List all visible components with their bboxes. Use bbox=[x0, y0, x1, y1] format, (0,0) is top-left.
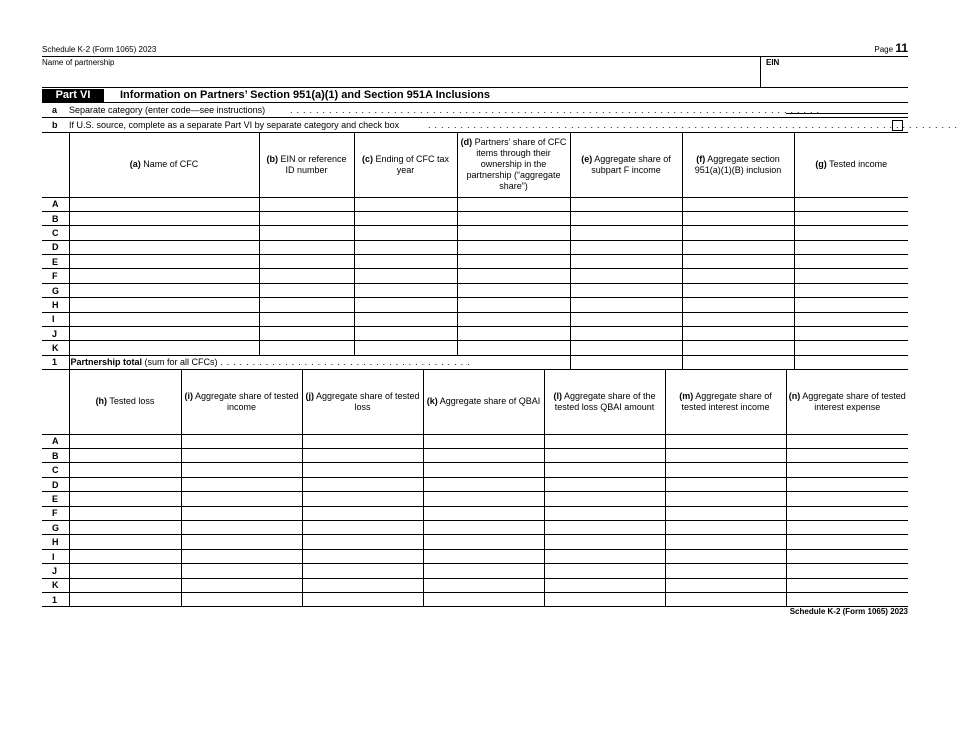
table2-cell[interactable] bbox=[665, 506, 786, 520]
table2-header-row bbox=[42, 370, 908, 434]
table2-cell[interactable] bbox=[544, 434, 665, 448]
table2-cell[interactable] bbox=[544, 477, 665, 491]
table1-cell[interactable] bbox=[457, 240, 570, 254]
table1-cell[interactable] bbox=[354, 298, 457, 312]
table1-cell[interactable] bbox=[457, 312, 570, 326]
table1-cell[interactable] bbox=[354, 197, 457, 211]
table2-cell[interactable] bbox=[423, 578, 544, 592]
line-b bbox=[42, 118, 961, 133]
table2-cell[interactable] bbox=[302, 549, 423, 563]
row-label: J bbox=[42, 327, 69, 341]
table2-cell[interactable] bbox=[302, 477, 423, 491]
table2-cell[interactable] bbox=[69, 463, 181, 477]
table2-cell[interactable] bbox=[69, 521, 181, 535]
table2-cell[interactable] bbox=[665, 549, 786, 563]
row-label: I bbox=[42, 549, 69, 563]
table2-cell[interactable] bbox=[665, 521, 786, 535]
table1-cell[interactable] bbox=[570, 211, 682, 225]
table1-cell[interactable] bbox=[259, 341, 354, 355]
row-label: B bbox=[42, 211, 69, 225]
table1-cell[interactable] bbox=[682, 240, 794, 254]
table2-cell[interactable] bbox=[181, 434, 302, 448]
table1-cell[interactable] bbox=[570, 226, 682, 240]
table1-cell[interactable] bbox=[259, 283, 354, 297]
table2-cell[interactable] bbox=[181, 477, 302, 491]
table1-cell[interactable] bbox=[794, 327, 908, 341]
form-page bbox=[42, 40, 961, 616]
table2-cell[interactable] bbox=[302, 463, 423, 477]
table1-cell[interactable] bbox=[682, 327, 794, 341]
table2-cell[interactable] bbox=[181, 463, 302, 477]
table-row bbox=[42, 211, 908, 225]
table1-cell[interactable] bbox=[794, 312, 908, 326]
table1-cell[interactable] bbox=[457, 226, 570, 240]
col-b-header: (b) EIN or reference ID number bbox=[259, 133, 354, 197]
row-label: D bbox=[42, 477, 69, 491]
col-j-header: (j) Aggregate share of tested loss bbox=[302, 370, 423, 434]
table2-cell[interactable] bbox=[423, 564, 544, 578]
table1-cell[interactable] bbox=[794, 341, 908, 355]
table1-cell[interactable] bbox=[570, 298, 682, 312]
separate-category-input[interactable] bbox=[786, 113, 908, 114]
col-d-header: (d) Partners’ share of CFC items through their ownership in the partnership (“aggregate share”) bbox=[457, 133, 570, 197]
row-label: H bbox=[42, 298, 69, 312]
table1-cell[interactable] bbox=[354, 226, 457, 240]
table2-cell[interactable] bbox=[786, 578, 908, 592]
table1-header-row bbox=[42, 133, 908, 197]
row-label: K bbox=[42, 578, 69, 592]
table2-cell[interactable] bbox=[302, 492, 423, 506]
row-label: H bbox=[42, 535, 69, 549]
table-row bbox=[42, 341, 908, 355]
table-row bbox=[42, 506, 908, 520]
table1-cell[interactable] bbox=[69, 197, 259, 211]
table2-cell[interactable] bbox=[69, 549, 181, 563]
table2-cell[interactable] bbox=[423, 477, 544, 491]
table1-cell[interactable] bbox=[794, 255, 908, 269]
col-l-header: (l) Aggregate share of the tested loss QBAI amount bbox=[544, 370, 665, 434]
table1-cell[interactable] bbox=[682, 298, 794, 312]
table1-cell[interactable] bbox=[682, 226, 794, 240]
table2-cell[interactable] bbox=[69, 477, 181, 491]
row-label: A bbox=[42, 197, 69, 211]
part-title: Information on Partners’ Section 951(a)(1) and Section 951A Inclusions bbox=[120, 89, 491, 101]
table1-cell[interactable] bbox=[69, 341, 259, 355]
table2-cell[interactable] bbox=[665, 463, 786, 477]
partnership-name-row bbox=[42, 57, 908, 88]
table1-cell[interactable] bbox=[570, 197, 682, 211]
line-a bbox=[42, 103, 908, 118]
table2-cell[interactable] bbox=[423, 521, 544, 535]
table2-cell[interactable] bbox=[544, 535, 665, 549]
row-label: E bbox=[42, 492, 69, 506]
table1-cell[interactable] bbox=[457, 327, 570, 341]
table-row bbox=[42, 578, 908, 592]
table2-cell[interactable] bbox=[786, 463, 908, 477]
row-label: 1 bbox=[42, 592, 69, 606]
total-cell-e[interactable] bbox=[570, 355, 682, 369]
table2-cell[interactable] bbox=[181, 506, 302, 520]
table1-cell[interactable] bbox=[69, 269, 259, 283]
dot-leader: .................................................................................. bbox=[290, 105, 824, 115]
table-row bbox=[42, 312, 908, 326]
footer-form-title: Schedule K-2 (Form 1065) 2023 bbox=[789, 607, 908, 616]
row-label: F bbox=[42, 506, 69, 520]
line-b-text: If U.S. source, complete as a separate Part VI by separate category and check box bbox=[69, 120, 400, 130]
table2-cell[interactable] bbox=[544, 592, 665, 606]
table-row bbox=[42, 477, 908, 491]
table2-cell[interactable] bbox=[665, 564, 786, 578]
total-cell-g[interactable] bbox=[794, 355, 908, 369]
table1-cell[interactable] bbox=[794, 197, 908, 211]
table1-cell[interactable] bbox=[570, 283, 682, 297]
table1-cell[interactable] bbox=[457, 341, 570, 355]
table1-cell[interactable] bbox=[354, 283, 457, 297]
table1-cell[interactable] bbox=[354, 240, 457, 254]
table2-cell[interactable] bbox=[423, 592, 544, 606]
table1-cell[interactable] bbox=[570, 255, 682, 269]
table-cfc-info bbox=[42, 133, 908, 370]
table-row bbox=[42, 298, 908, 312]
table1-cell[interactable] bbox=[682, 255, 794, 269]
table1-cell[interactable] bbox=[354, 269, 457, 283]
table2-cell[interactable] bbox=[786, 535, 908, 549]
table2-cell[interactable] bbox=[302, 521, 423, 535]
table2-cell[interactable] bbox=[69, 434, 181, 448]
table-row bbox=[42, 463, 908, 477]
table2-cell[interactable] bbox=[302, 449, 423, 463]
table2-cell[interactable] bbox=[665, 434, 786, 448]
table1-cell[interactable] bbox=[570, 327, 682, 341]
table2-cell[interactable] bbox=[665, 578, 786, 592]
table1-cell[interactable] bbox=[682, 211, 794, 225]
table2-cell[interactable] bbox=[302, 564, 423, 578]
row-label: K bbox=[42, 341, 69, 355]
table2-cell[interactable] bbox=[302, 506, 423, 520]
col-c-header: (c) Ending of CFC tax year bbox=[354, 133, 457, 197]
table2-cell[interactable] bbox=[786, 521, 908, 535]
table1-cell[interactable] bbox=[354, 341, 457, 355]
table-row bbox=[42, 240, 908, 254]
row-label: F bbox=[42, 269, 69, 283]
table1-cell[interactable] bbox=[354, 312, 457, 326]
table2-cell[interactable] bbox=[544, 492, 665, 506]
table2-cell[interactable] bbox=[423, 434, 544, 448]
col-g-header: (g) Tested income bbox=[794, 133, 908, 197]
row-label: B bbox=[42, 449, 69, 463]
form-title: Schedule K-2 (Form 1065) 2023 bbox=[42, 45, 157, 54]
table1-cell[interactable] bbox=[457, 211, 570, 225]
table1-cell[interactable] bbox=[457, 298, 570, 312]
col-e-header: (e) Aggregate share of subpart F income bbox=[570, 133, 682, 197]
table1-cell[interactable] bbox=[69, 240, 259, 254]
table-row bbox=[42, 197, 908, 211]
table2-cell[interactable] bbox=[786, 592, 908, 606]
row-label: E bbox=[42, 255, 69, 269]
table1-cell[interactable] bbox=[259, 312, 354, 326]
ein-field[interactable] bbox=[760, 57, 779, 87]
total-cell-f[interactable] bbox=[682, 355, 794, 369]
table-row bbox=[42, 592, 908, 606]
table1-total-row bbox=[42, 355, 908, 369]
table1-cell[interactable] bbox=[570, 269, 682, 283]
table2-cell[interactable] bbox=[786, 564, 908, 578]
table2-cell[interactable] bbox=[302, 578, 423, 592]
table2-cell[interactable] bbox=[69, 578, 181, 592]
table2-cell[interactable] bbox=[423, 549, 544, 563]
table-row bbox=[42, 549, 908, 563]
table2-cell[interactable] bbox=[544, 463, 665, 477]
total-label: Partnership total (sum for all CFCs) ....................................... bbox=[69, 355, 570, 369]
table2-cell[interactable] bbox=[181, 535, 302, 549]
row-label: I bbox=[42, 312, 69, 326]
table1-cell[interactable] bbox=[794, 240, 908, 254]
table2-cell[interactable] bbox=[181, 592, 302, 606]
table2-cell[interactable] bbox=[665, 535, 786, 549]
table-row bbox=[42, 449, 908, 463]
table2-cell[interactable] bbox=[302, 535, 423, 549]
table2-cell[interactable] bbox=[423, 492, 544, 506]
table2-cell[interactable] bbox=[786, 477, 908, 491]
table1-cell[interactable] bbox=[682, 341, 794, 355]
table2-cell[interactable] bbox=[786, 549, 908, 563]
line-a-text: Separate category (enter code—see instructions) bbox=[69, 105, 266, 115]
ein-label: EIN bbox=[766, 58, 780, 67]
table2-cell[interactable] bbox=[786, 492, 908, 506]
table1-cell[interactable] bbox=[259, 240, 354, 254]
table1-cell[interactable] bbox=[69, 226, 259, 240]
table1-cell[interactable] bbox=[457, 197, 570, 211]
partnership-name-label: Name of partnership bbox=[42, 58, 115, 67]
table2-cell[interactable] bbox=[69, 564, 181, 578]
table2-cell[interactable] bbox=[665, 592, 786, 606]
col-a-header: (a) Name of CFC bbox=[69, 133, 259, 197]
table2-cell[interactable] bbox=[69, 592, 181, 606]
table1-cell[interactable] bbox=[570, 312, 682, 326]
part-header bbox=[42, 88, 908, 103]
table2-cell[interactable] bbox=[181, 549, 302, 563]
table2-cell[interactable] bbox=[423, 449, 544, 463]
total-line-number: 1 bbox=[42, 355, 69, 369]
table-row bbox=[42, 255, 908, 269]
table2-cell[interactable] bbox=[544, 564, 665, 578]
table1-cell[interactable] bbox=[69, 211, 259, 225]
table2-cell[interactable] bbox=[423, 535, 544, 549]
table2-cell[interactable] bbox=[544, 549, 665, 563]
page-label: Page bbox=[874, 45, 894, 54]
table2-cell[interactable] bbox=[665, 492, 786, 506]
table2-cell[interactable] bbox=[544, 449, 665, 463]
table1-cell[interactable] bbox=[259, 211, 354, 225]
col-i-header: (i) Aggregate share of tested income bbox=[181, 370, 302, 434]
table2-cell[interactable] bbox=[302, 434, 423, 448]
table2-cell[interactable] bbox=[423, 506, 544, 520]
table2-cell[interactable] bbox=[181, 449, 302, 463]
table-row bbox=[42, 327, 908, 341]
table2-cell[interactable] bbox=[665, 449, 786, 463]
table1-cell[interactable] bbox=[682, 283, 794, 297]
table2-cell[interactable] bbox=[786, 449, 908, 463]
table1-cell[interactable] bbox=[69, 255, 259, 269]
table2-cell[interactable] bbox=[181, 521, 302, 535]
table1-cell[interactable] bbox=[259, 226, 354, 240]
row-label: C bbox=[42, 226, 69, 240]
table2-cell[interactable] bbox=[544, 578, 665, 592]
table1-cell[interactable] bbox=[794, 269, 908, 283]
table1-cell[interactable] bbox=[570, 341, 682, 355]
us-source-checkbox[interactable] bbox=[892, 120, 903, 131]
table1-cell[interactable] bbox=[457, 255, 570, 269]
table1-cell[interactable] bbox=[259, 255, 354, 269]
table-row bbox=[42, 283, 908, 297]
table1-cell[interactable] bbox=[794, 283, 908, 297]
table1-cell[interactable] bbox=[259, 298, 354, 312]
table2-cell[interactable] bbox=[423, 463, 544, 477]
row-label: J bbox=[42, 564, 69, 578]
table2-cell[interactable] bbox=[544, 521, 665, 535]
form-header bbox=[42, 40, 908, 57]
part-tag: Part VI bbox=[42, 89, 104, 102]
table-row bbox=[42, 492, 908, 506]
row-label: A bbox=[42, 434, 69, 448]
table-row bbox=[42, 434, 908, 448]
table1-cell[interactable] bbox=[682, 312, 794, 326]
row-label: G bbox=[42, 283, 69, 297]
row-label: D bbox=[42, 240, 69, 254]
table2-cell[interactable] bbox=[786, 506, 908, 520]
table2-cell[interactable] bbox=[69, 506, 181, 520]
table1-cell[interactable] bbox=[457, 269, 570, 283]
page-number-value: 11 bbox=[895, 41, 908, 55]
table2-cell[interactable] bbox=[181, 578, 302, 592]
table1-cell[interactable] bbox=[794, 298, 908, 312]
table1-cell[interactable] bbox=[794, 226, 908, 240]
col-m-header: (m) Aggregate share of tested interest income bbox=[665, 370, 786, 434]
table2-cell[interactable] bbox=[69, 492, 181, 506]
table2-cell[interactable] bbox=[181, 564, 302, 578]
col-h-header: (h) Tested loss bbox=[69, 370, 181, 434]
table-inclusions bbox=[42, 370, 908, 607]
table1-cell[interactable] bbox=[570, 240, 682, 254]
table-row bbox=[42, 535, 908, 549]
table1-cell[interactable] bbox=[682, 197, 794, 211]
table-row bbox=[42, 521, 908, 535]
table2-cell[interactable] bbox=[786, 434, 908, 448]
table1-cell[interactable] bbox=[682, 269, 794, 283]
table2-cell[interactable] bbox=[544, 506, 665, 520]
table1-cell[interactable] bbox=[354, 211, 457, 225]
page-number bbox=[874, 41, 908, 55]
table1-cell[interactable] bbox=[259, 269, 354, 283]
table1-cell[interactable] bbox=[354, 327, 457, 341]
col-f-header: (f) Aggregate section 951(a)(1)(B) inclusion bbox=[682, 133, 794, 197]
table1-cell[interactable] bbox=[69, 283, 259, 297]
table-row bbox=[42, 226, 908, 240]
col-n-header: (n) Aggregate share of tested interest expense bbox=[786, 370, 908, 434]
table1-cell[interactable] bbox=[259, 327, 354, 341]
table1-cell[interactable] bbox=[354, 255, 457, 269]
table1-cell[interactable] bbox=[69, 312, 259, 326]
table1-cell[interactable] bbox=[259, 197, 354, 211]
dot-leader: .................................................................................. bbox=[428, 120, 961, 130]
table1-cell[interactable] bbox=[457, 283, 570, 297]
table-row bbox=[42, 269, 908, 283]
row-label: C bbox=[42, 463, 69, 477]
table1-cell[interactable] bbox=[794, 211, 908, 225]
table2-cell[interactable] bbox=[69, 535, 181, 549]
table1-cell[interactable] bbox=[69, 327, 259, 341]
row-label: G bbox=[42, 521, 69, 535]
table2-cell[interactable] bbox=[665, 477, 786, 491]
table-row bbox=[42, 564, 908, 578]
table2-cell[interactable] bbox=[69, 449, 181, 463]
col-k-header: (k) Aggregate share of QBAI bbox=[423, 370, 544, 434]
table2-cell[interactable] bbox=[302, 592, 423, 606]
line-b-letter: b bbox=[52, 120, 58, 130]
line-a-letter: a bbox=[52, 105, 58, 115]
table2-cell[interactable] bbox=[181, 492, 302, 506]
table1-cell[interactable] bbox=[69, 298, 259, 312]
